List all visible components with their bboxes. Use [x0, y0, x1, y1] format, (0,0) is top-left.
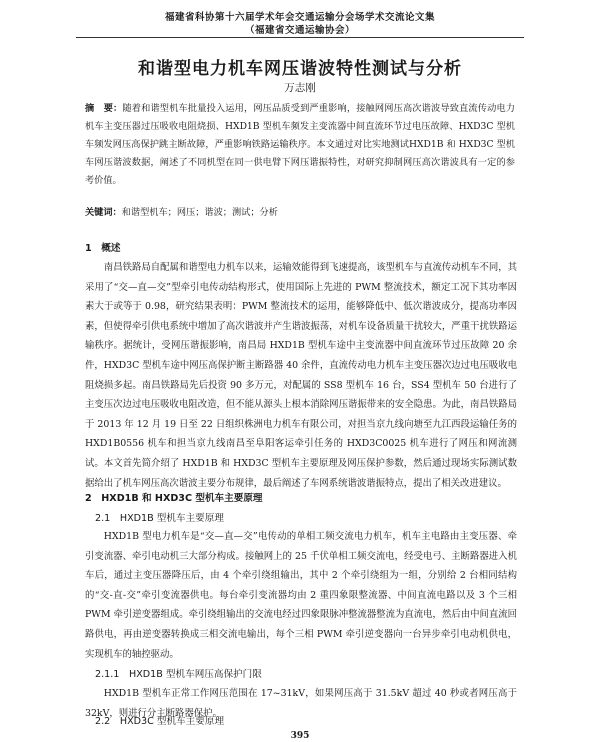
section-1-paragraph: 南昌铁路局自配属和谐型电力机车以来，运输效能得到飞速提高，该型机车与直流传动机车不同，其采用了“交—直—交”型牵引电传动结构形式，使用国际上先进的 PWM 整流技术，额定工况下其功率因素大于或等于 0.98，研究结果表明：PWM 整流技术的运用，能够降低中、低次谐波成分，提高功率因素，但使得牵引供电系统中增加了高次谐波并产生谐波振荡，对机车设备质量干扰较大，严重干扰铁路运输秩序。据统计，受网压谐振影响，南昌局 HXD1B 型机车途中主变流器中间直流环节过压故障 20 余件，HXD3C 型机车途中网压高保护断主断路器 40 余件，直流传动电力机车主变压器次边过电压吸收电阻烧损多起。南昌铁路局先后投资 90 多万元，对配属的 SS8 型机车 16 台，SS4 型机车 50 台进行了主变压次边过电压吸收电阻改造，但不能从源头上根本消除网压谐振带来的安全隐患。为此，南昌铁路局于 2013 年 12 月 19 日至 22 日组织株洲电力机车有限公司，对担当京九线向塘至九江西段运输任务的 HXD1B0556 机车和担当京九线南昌至阜阳客运牵引任务的 HXD3C0025 机车进行了网压和网流测试。本文首先简介绍了 HXD1B 和 HXD3C 型机车主要原理及网压保护参数，然后通过现场实际测试数据给出了机车网压高次谐波主要分布规律，最后阐述了车网系统谐波谐振特点，提出了相关改进建议。 [85, 262, 517, 489]
section-2-1-1-paragraph: HXD1B 型机车正常工作网压范围在 17~31kV，如果网压高于 31.5kV 超过 40 秒或者网压高于 32kV，则进行分主断路器保护。 [85, 688, 517, 719]
abstract-text: 随着和谐型机车批量投入运用，网压品质受到严重影响，接触网网压高次谐波导致直流传动电力机车主变压器过压吸收电阻烧损、HXD1B 型机车频发主变流器中间直流环节过电压故障、HXD3C 型机车频发网压高保护跳主断故障，严重影响铁路运输秩序。本文通过对比实地测试HXD1B 和 HXD3C 型机车网压谐波数据，阐述了不同机型在同一供电臂下网压谐振特性，对研究抑制网压高次谐波具有一定的参考价值。 [85, 103, 515, 186]
keywords-text: 和谐型机车；网压；谐波；测试；分析 [121, 207, 278, 218]
paper-author: 万志刚 [284, 82, 316, 94]
section-2-1-paragraph: HXD1B 型电力机车是“交—直—交”电传动的单相工频交流电力机车，机车主电路由主变压器、牵引变流器、牵引电动机三大部分构成。接触网上的 25 千伏单相工频交流电，经受电弓、主断路器进入机车后，通过主变压器降压后，由 4 个牵引绕组输出，其中 2 个牵引绕组为一组，分别给 2 台相同结构的“交-直-交”牵引变流器供电。每台牵引变流器均由 2 重四象限整流器、中间直流电路以及 3 个三相 PWM 牵引逆变器组成。牵引绕组输出的交流电经过四象限脉冲整流器整流为直流电，然后由中间直流回路供电，再由逆变器转换成三相交流电输出，每个三相 PWM 牵引逆变器向一台异步牵引电动机供电，实现机车的轴控驱动。 [85, 531, 517, 660]
proceedings-subheader: （福建省交通运输协会） [244, 25, 355, 36]
section-heading-2-1-1: 2.1.1 HXD1B 型机车网压高保护门限 [95, 669, 262, 680]
abstract [85, 100, 515, 190]
section-heading-2-2: 2.2 HXD3C 型机车主要原理 [95, 716, 225, 727]
section-heading-1: 1 概述 [85, 243, 121, 254]
page-number: 395 [290, 731, 310, 741]
abstract-label: 摘 要： [85, 103, 123, 114]
paper-title: 和谐型电力机车网压谐波特性测试与分析 [138, 59, 462, 79]
proceedings-header: 福建省科协第十六届学术年会交通运输分会场学术交流论文集 [164, 12, 435, 23]
section-heading-2-1: 2.1 HXD1B 型机车主要原理 [95, 513, 224, 524]
keywords [85, 204, 515, 218]
keywords-label: 关键词： [85, 207, 122, 218]
section-heading-2: 2 HXD1B 和 HXD3C 型机车主要原理 [85, 493, 263, 504]
header-rule [76, 37, 524, 38]
